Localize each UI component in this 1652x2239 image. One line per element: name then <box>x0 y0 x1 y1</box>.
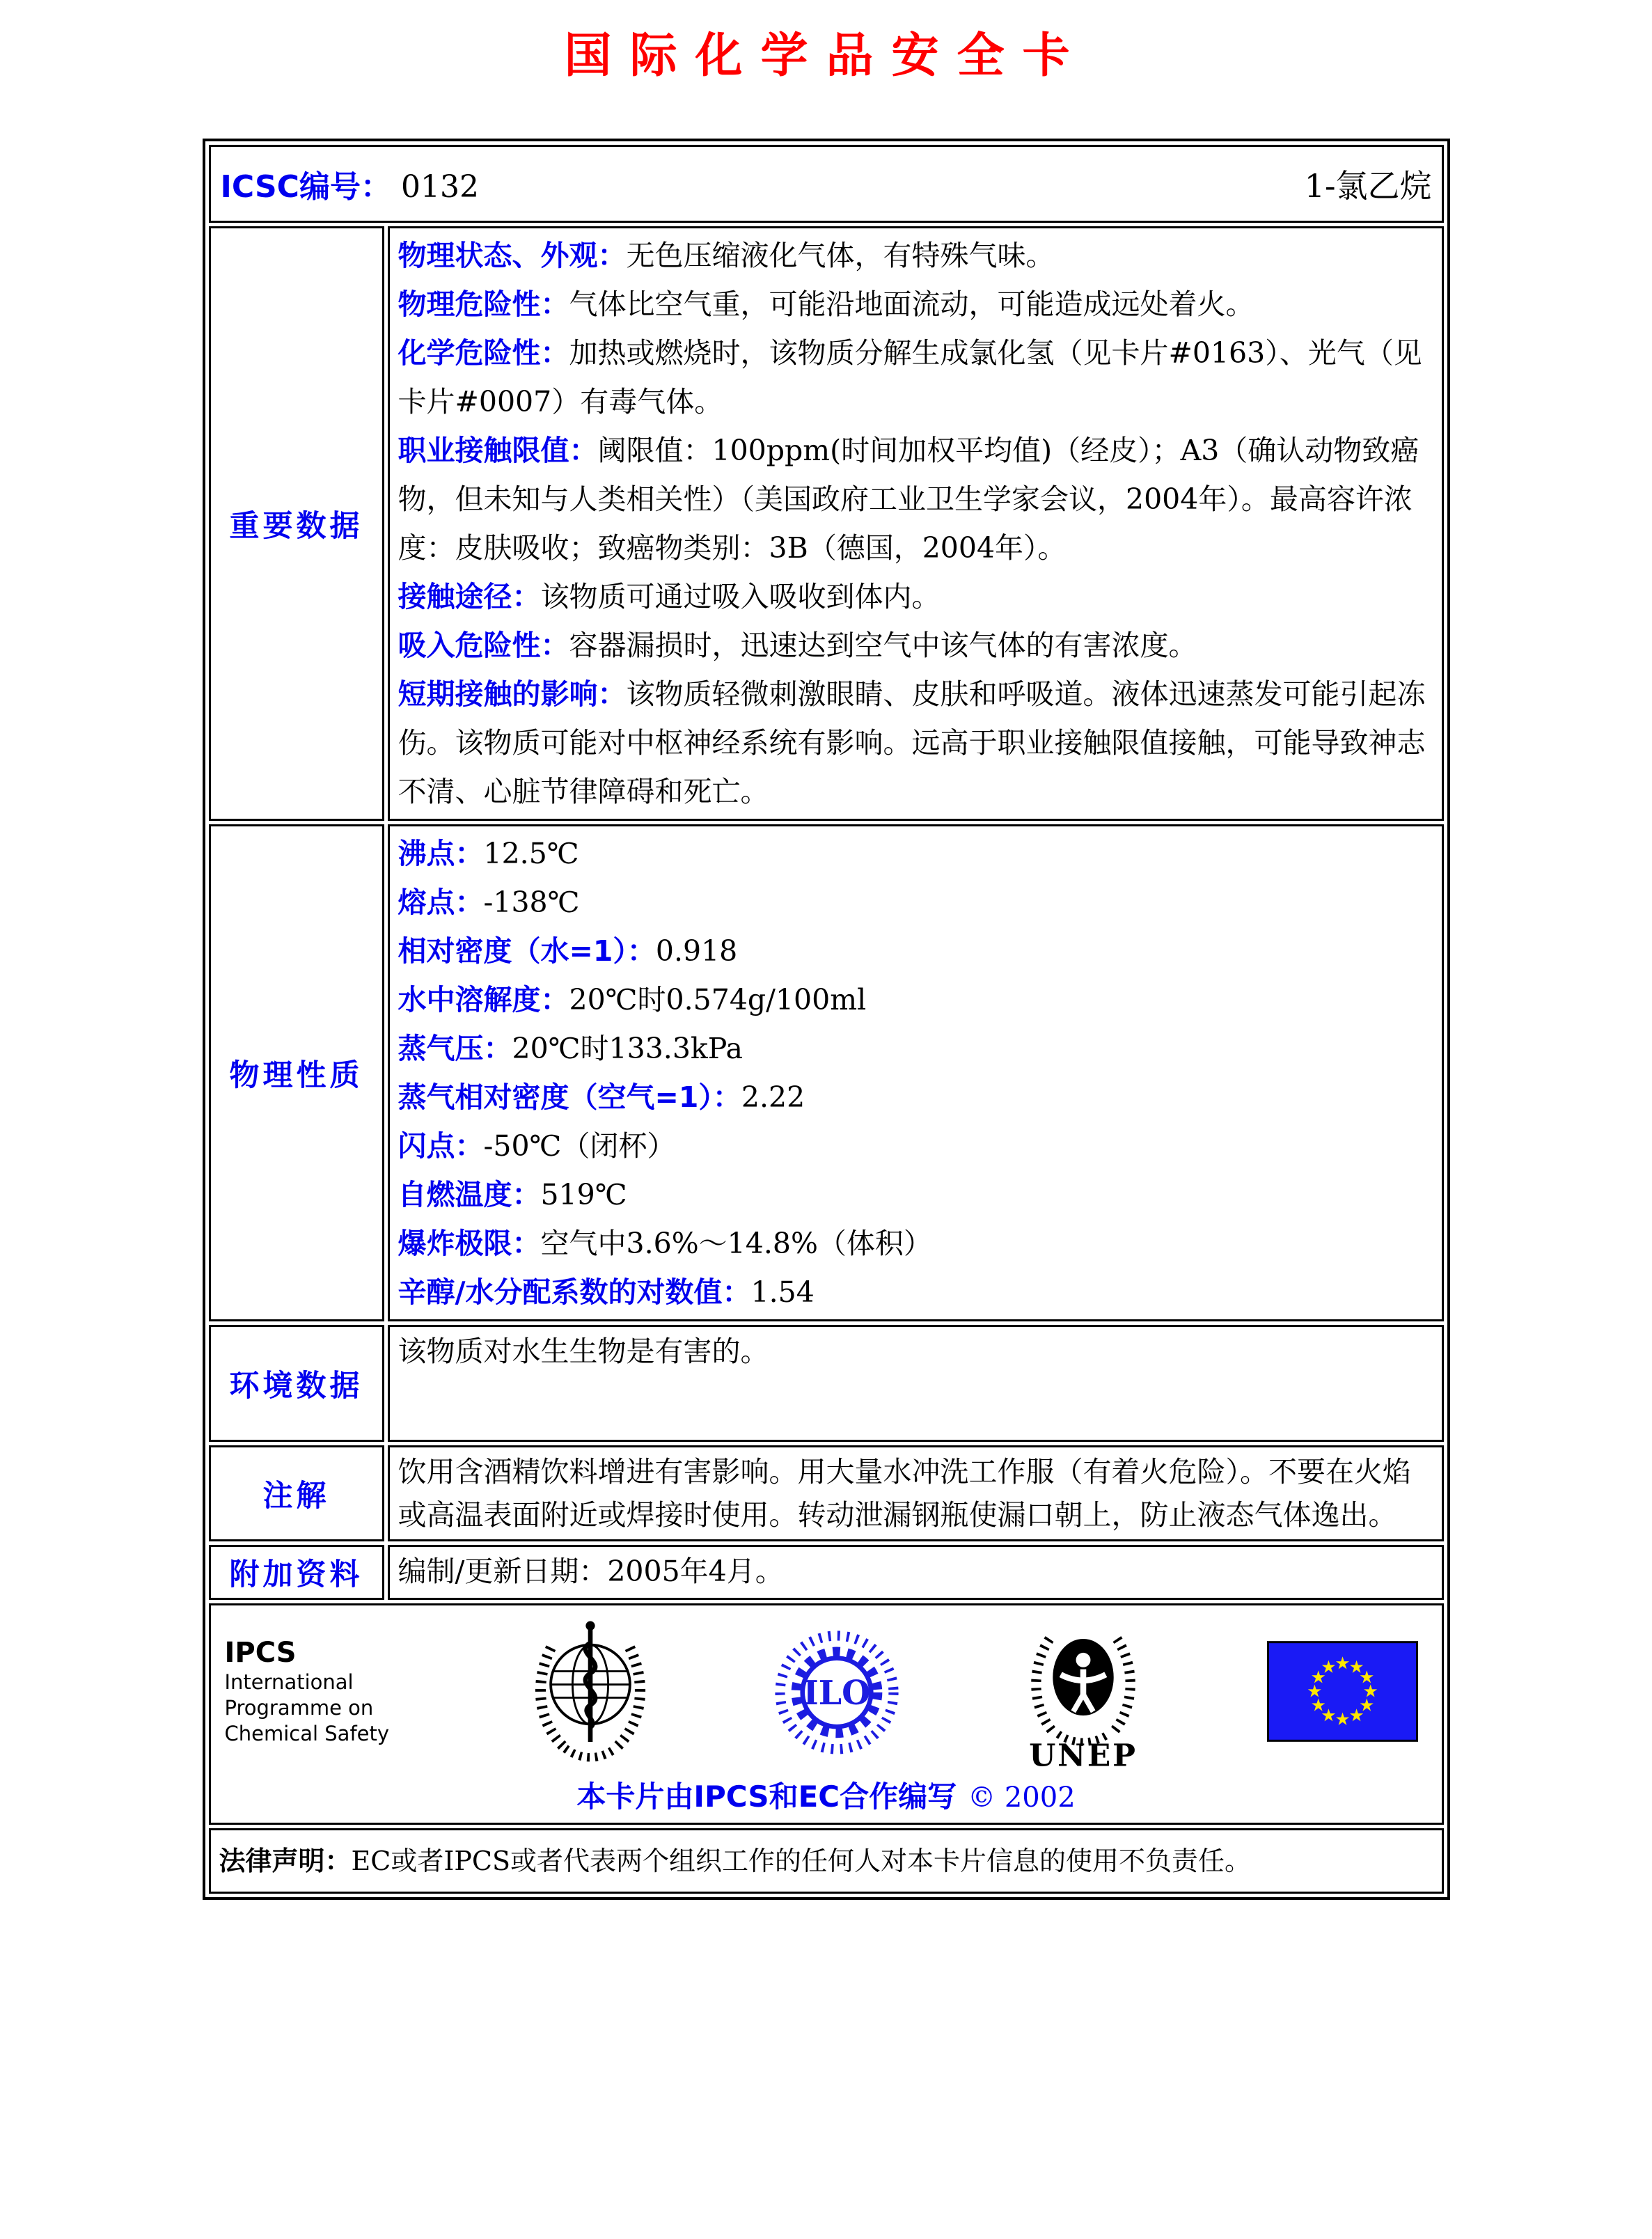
physical-item <box>398 1170 1433 1219</box>
icsc-number-group <box>221 162 479 206</box>
item-text: -50℃（闭杯） <box>483 1129 676 1163</box>
icsc-card-table <box>203 139 1450 1900</box>
logos-row <box>209 1603 1444 1825</box>
item-label: 相对密度（水=1）： <box>398 934 656 968</box>
ipcs-text-block <box>225 1636 407 1747</box>
who-logo-icon <box>524 1615 656 1767</box>
physical-item <box>398 1219 1433 1268</box>
header-row <box>209 145 1444 223</box>
physical-properties-content <box>388 824 1444 1321</box>
item-text: 1.54 <box>750 1275 815 1309</box>
icsc-number-label: ICSC编号： <box>220 169 391 205</box>
important-item <box>398 280 1433 329</box>
important-data-content <box>388 226 1444 821</box>
important-item <box>398 670 1433 816</box>
physical-item <box>398 975 1433 1024</box>
item-label: 物理危险性： <box>398 288 569 321</box>
legal-notice-row <box>209 1828 1444 1894</box>
item-text: 加热或燃烧时，该物质分解生成氯化氢（见卡片#0163）、光气（见卡片#0007）有毒气体。 <box>398 336 1422 418</box>
physical-item <box>398 878 1433 927</box>
item-text: 519℃ <box>540 1178 627 1211</box>
chemical-name: 1-氯乙烷 <box>1304 167 1432 205</box>
item-label: 水中溶解度： <box>398 983 569 1016</box>
item-text: 20℃时133.3kPa <box>512 1032 743 1065</box>
ipcs-acronym: IPCS <box>224 1636 297 1669</box>
unep-logo-icon <box>1017 1611 1149 1771</box>
item-label: 闪点： <box>398 1129 484 1163</box>
eu-flag-wrap <box>1267 1641 1428 1742</box>
important-item <box>398 572 1433 621</box>
physical-properties-row <box>209 824 1444 1321</box>
item-label: 吸入危险性： <box>398 629 569 662</box>
item-text: 20℃时0.574g/100ml <box>569 983 867 1016</box>
important-data-row <box>209 226 1444 821</box>
item-label: 熔点： <box>398 886 484 919</box>
important-item <box>398 621 1433 670</box>
ipcs-line1: International <box>224 1670 354 1694</box>
item-label: 短期接触的影响： <box>398 677 627 711</box>
item-text: 0.918 <box>655 934 738 968</box>
notes-content: 饮用含酒精饮料增进有害影响。用大量水冲洗工作服（有着火危险）。不要在火焰或高温表面附近或焊接时使用。转动泄漏钢瓶使漏口朝上，防止液态气体逸出。 <box>388 1445 1444 1541</box>
copyright-text: © 2002 <box>968 1782 1076 1814</box>
important-item <box>398 329 1433 426</box>
environmental-data-content: 该物质对水生生物是有害的。 <box>388 1325 1444 1442</box>
icsc-number-value: 0132 <box>400 169 479 205</box>
important-item <box>398 426 1433 572</box>
physical-item <box>398 927 1433 975</box>
page-title: 国际化学品安全卡 <box>564 28 1088 84</box>
legal-notice-label: 法律声明： <box>219 1846 352 1876</box>
legal-notice-cell <box>209 1828 1444 1894</box>
item-label: 物理状态、外观： <box>398 239 627 272</box>
additional-info-row-label: 附加资料 <box>209 1545 384 1600</box>
item-label: 沸点： <box>398 837 484 870</box>
notes-row <box>209 1445 1444 1541</box>
header-cell <box>209 145 1444 223</box>
item-text: 该物质轻微刺激眼睛、皮肤和呼吸道。液体迅速蒸发可能引起冻伤。该物质可能对中枢神经系统有影响。远高于职业接触限值接触，可能导致神志不清、心脏节律障碍和死亡。 <box>398 677 1426 808</box>
item-label: 职业接触限值： <box>398 434 598 467</box>
physical-item <box>398 1073 1433 1122</box>
item-text: 2.22 <box>741 1081 805 1114</box>
ilo-logo-icon <box>774 1621 899 1761</box>
physical-item <box>398 1024 1433 1073</box>
item-text: 无色压缩液化气体，有特殊气味。 <box>626 239 1055 272</box>
item-label: 蒸气压： <box>398 1032 512 1065</box>
item-text: 容器漏损时，迅速达到空气中该气体的有害浓度。 <box>569 629 1197 662</box>
physical-item <box>398 829 1433 878</box>
important-data-row-label: 重要数据 <box>209 226 384 821</box>
additional-info-content: 编制/更新日期：2005年4月。 <box>388 1545 1444 1600</box>
ilo-monogram: ILO <box>803 1674 871 1713</box>
item-label: 化学危险性： <box>398 336 569 370</box>
item-label: 爆炸极限： <box>398 1227 541 1260</box>
logos-cell <box>209 1603 1444 1825</box>
important-item <box>398 231 1433 280</box>
legal-notice-text: EC或者IPCS或者代表两个组织工作的任何人对本卡片信息的使用不负责任。 <box>351 1846 1252 1876</box>
notes-row-label: 注解 <box>209 1445 384 1541</box>
item-label: 接触途径： <box>398 580 541 613</box>
ipcs-line2: Programme on <box>224 1695 374 1720</box>
item-label: 蒸气相对密度（空气=1）： <box>398 1081 741 1114</box>
eu-flag-icon <box>1267 1641 1418 1742</box>
physical-properties-row-label: 物理性质 <box>209 824 384 1321</box>
item-text: 气体比空气重，可能沿地面流动，可能造成远处着火。 <box>569 288 1254 321</box>
physical-item <box>398 1122 1433 1170</box>
item-text: 该物质可通过吸入吸收到体内。 <box>540 580 941 613</box>
item-text: 阈限值：100ppm(时间加权平均值)（经皮）；A3（确认动物致癌物，但未知与人类相关性）（美国政府工业卫生学家会议，2004年）。最高容许浓度：皮肤吸收；致癌物类别：3B（德国，2004年）。 <box>398 434 1419 565</box>
cooperation-caption <box>225 1774 1428 1816</box>
item-text: 空气中3.6%～14.8%（体积） <box>540 1227 932 1260</box>
ipcs-line3: Chemical Safety <box>224 1721 390 1745</box>
item-label: 辛醇/水分配系数的对数值： <box>398 1275 751 1309</box>
unep-wordmark: UNEP <box>1028 1738 1138 1771</box>
cooperation-caption-text: 本卡片由IPCS和EC合作编写 <box>576 1780 957 1814</box>
physical-item <box>398 1268 1433 1317</box>
additional-info-row <box>209 1545 1444 1600</box>
item-text: 12.5℃ <box>483 837 579 870</box>
environmental-data-row <box>209 1325 1444 1442</box>
item-text: -138℃ <box>483 886 580 919</box>
item-label: 自燃温度： <box>398 1178 541 1211</box>
environmental-data-row-label: 环境数据 <box>209 1325 384 1442</box>
